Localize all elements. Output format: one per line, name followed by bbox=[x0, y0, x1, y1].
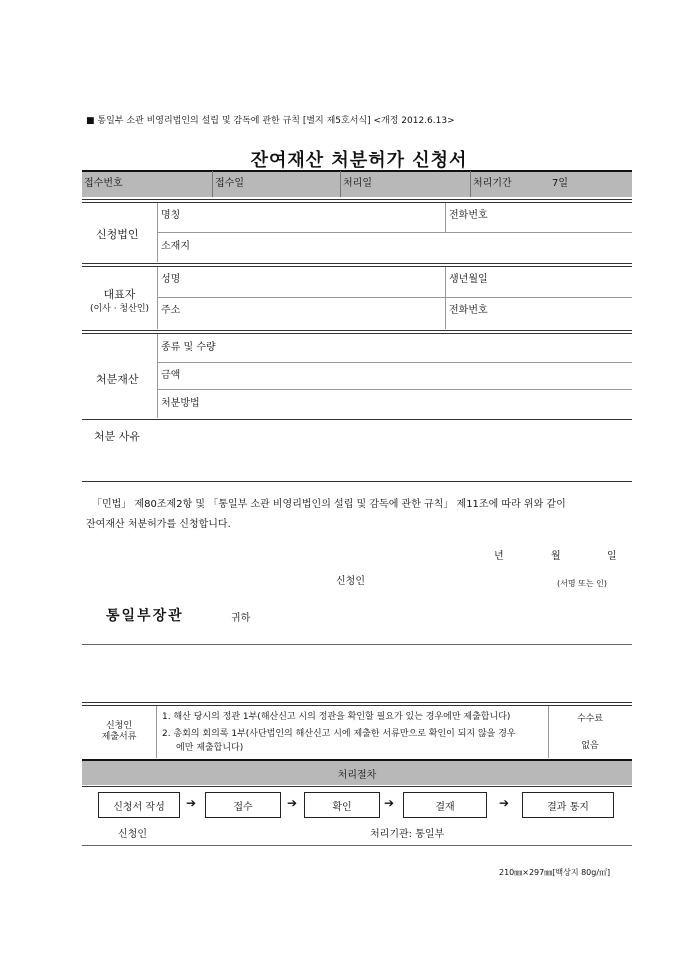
representative-section-sublabel: (이사 · 청산인) bbox=[89, 304, 150, 314]
date-year: 년 bbox=[494, 551, 504, 562]
process-step-receipt: 접수 bbox=[205, 792, 281, 818]
applicant-location-label: 소재지 bbox=[161, 241, 190, 252]
bullet-icon: ■ bbox=[86, 116, 95, 126]
reason-label: 처분 사유 bbox=[94, 430, 141, 443]
process-date-label: 처리일 bbox=[343, 178, 372, 189]
applicant-phone-label: 전화번호 bbox=[449, 210, 488, 221]
statement-line2: 잔여재산 처분허가를 신청합니다. bbox=[86, 519, 231, 530]
process-title: 처리절차 bbox=[337, 770, 377, 781]
process-step-application: 신청서 작성 bbox=[98, 792, 180, 818]
process-step-notification: 결과 통지 bbox=[522, 792, 614, 818]
regulation-text: 통일부 소관 비영리법인의 설립 및 감독에 관한 규칙 [별지 제5호서식] <개정 2012.6.13> bbox=[97, 116, 455, 126]
process-agency-label: 처리기관: 통일부 bbox=[370, 829, 445, 840]
process-period-value: 7일 bbox=[552, 178, 569, 189]
documents-label-line1: 신청인 bbox=[105, 721, 133, 731]
document-item-2-continued: 에만 제출합니다) bbox=[176, 743, 244, 753]
date-month: 월 bbox=[551, 551, 561, 562]
recipient-honorific: 귀하 bbox=[231, 613, 251, 624]
representative-address-label: 주소 bbox=[161, 305, 181, 316]
property-kind-label: 종류 및 수량 bbox=[161, 342, 216, 353]
receipt-date-label: 접수일 bbox=[215, 178, 244, 189]
property-method-label: 처분방법 bbox=[161, 398, 200, 409]
page-title: 잔여재산 처분허가 신청서 bbox=[250, 150, 468, 171]
receipt-number-label: 접수번호 bbox=[84, 178, 123, 189]
arrow-right-icon: ➔ bbox=[186, 796, 197, 810]
statement-line1: 「민법」 제80조제2항 및 「통일부 소관 비영리법인의 설립 및 감독에 관한 규칙」 제11조에 따라 위와 같이 bbox=[92, 499, 566, 510]
date-day: 일 bbox=[607, 551, 617, 562]
fee-label: 수수료 bbox=[576, 714, 604, 724]
applicant-name-label: 명칭 bbox=[161, 210, 181, 221]
signature-note: (서명 또는 인) bbox=[557, 579, 607, 588]
process-period-label: 처리기간 bbox=[473, 178, 512, 189]
property-section-label: 처분재산 bbox=[96, 373, 139, 386]
representative-name-label: 성명 bbox=[161, 274, 181, 285]
fee-value: 없음 bbox=[581, 741, 599, 751]
applicant-section-label: 신청법인 bbox=[96, 228, 139, 241]
process-step-review: 확인 bbox=[304, 792, 380, 818]
signature-applicant-label: 신청인 bbox=[336, 576, 365, 587]
arrow-right-icon: ➔ bbox=[384, 796, 395, 810]
document-item-1: 1. 해산 당시의 정관 1부(해산신고 시의 정관을 확인할 필요가 있는 경우에만 제출합니다) bbox=[162, 712, 511, 722]
recipient-minister: 통일부장관 bbox=[106, 608, 184, 624]
property-amount-label: 금액 bbox=[161, 370, 181, 381]
arrow-right-icon: ➔ bbox=[287, 796, 298, 810]
representative-section-label: 대표자 bbox=[103, 288, 136, 301]
regulation-header bbox=[86, 113, 455, 126]
paper-spec: 210㎜×297㎜[백상지 80g/㎡] bbox=[499, 868, 611, 877]
document-item-2: 2. 총회의 회의록 1부(사단법인의 해산신고 시에 제출한 서류만으로 확인이 되지 않을 경우 bbox=[162, 729, 516, 739]
process-applicant-label: 신청인 bbox=[118, 829, 147, 840]
representative-birth-label: 생년월일 bbox=[449, 274, 488, 285]
process-step-approval: 결재 bbox=[403, 792, 487, 818]
representative-phone-label: 전화번호 bbox=[449, 305, 488, 316]
arrow-right-icon: ➔ bbox=[499, 796, 510, 810]
documents-label-line2: 제출서류 bbox=[101, 732, 137, 742]
